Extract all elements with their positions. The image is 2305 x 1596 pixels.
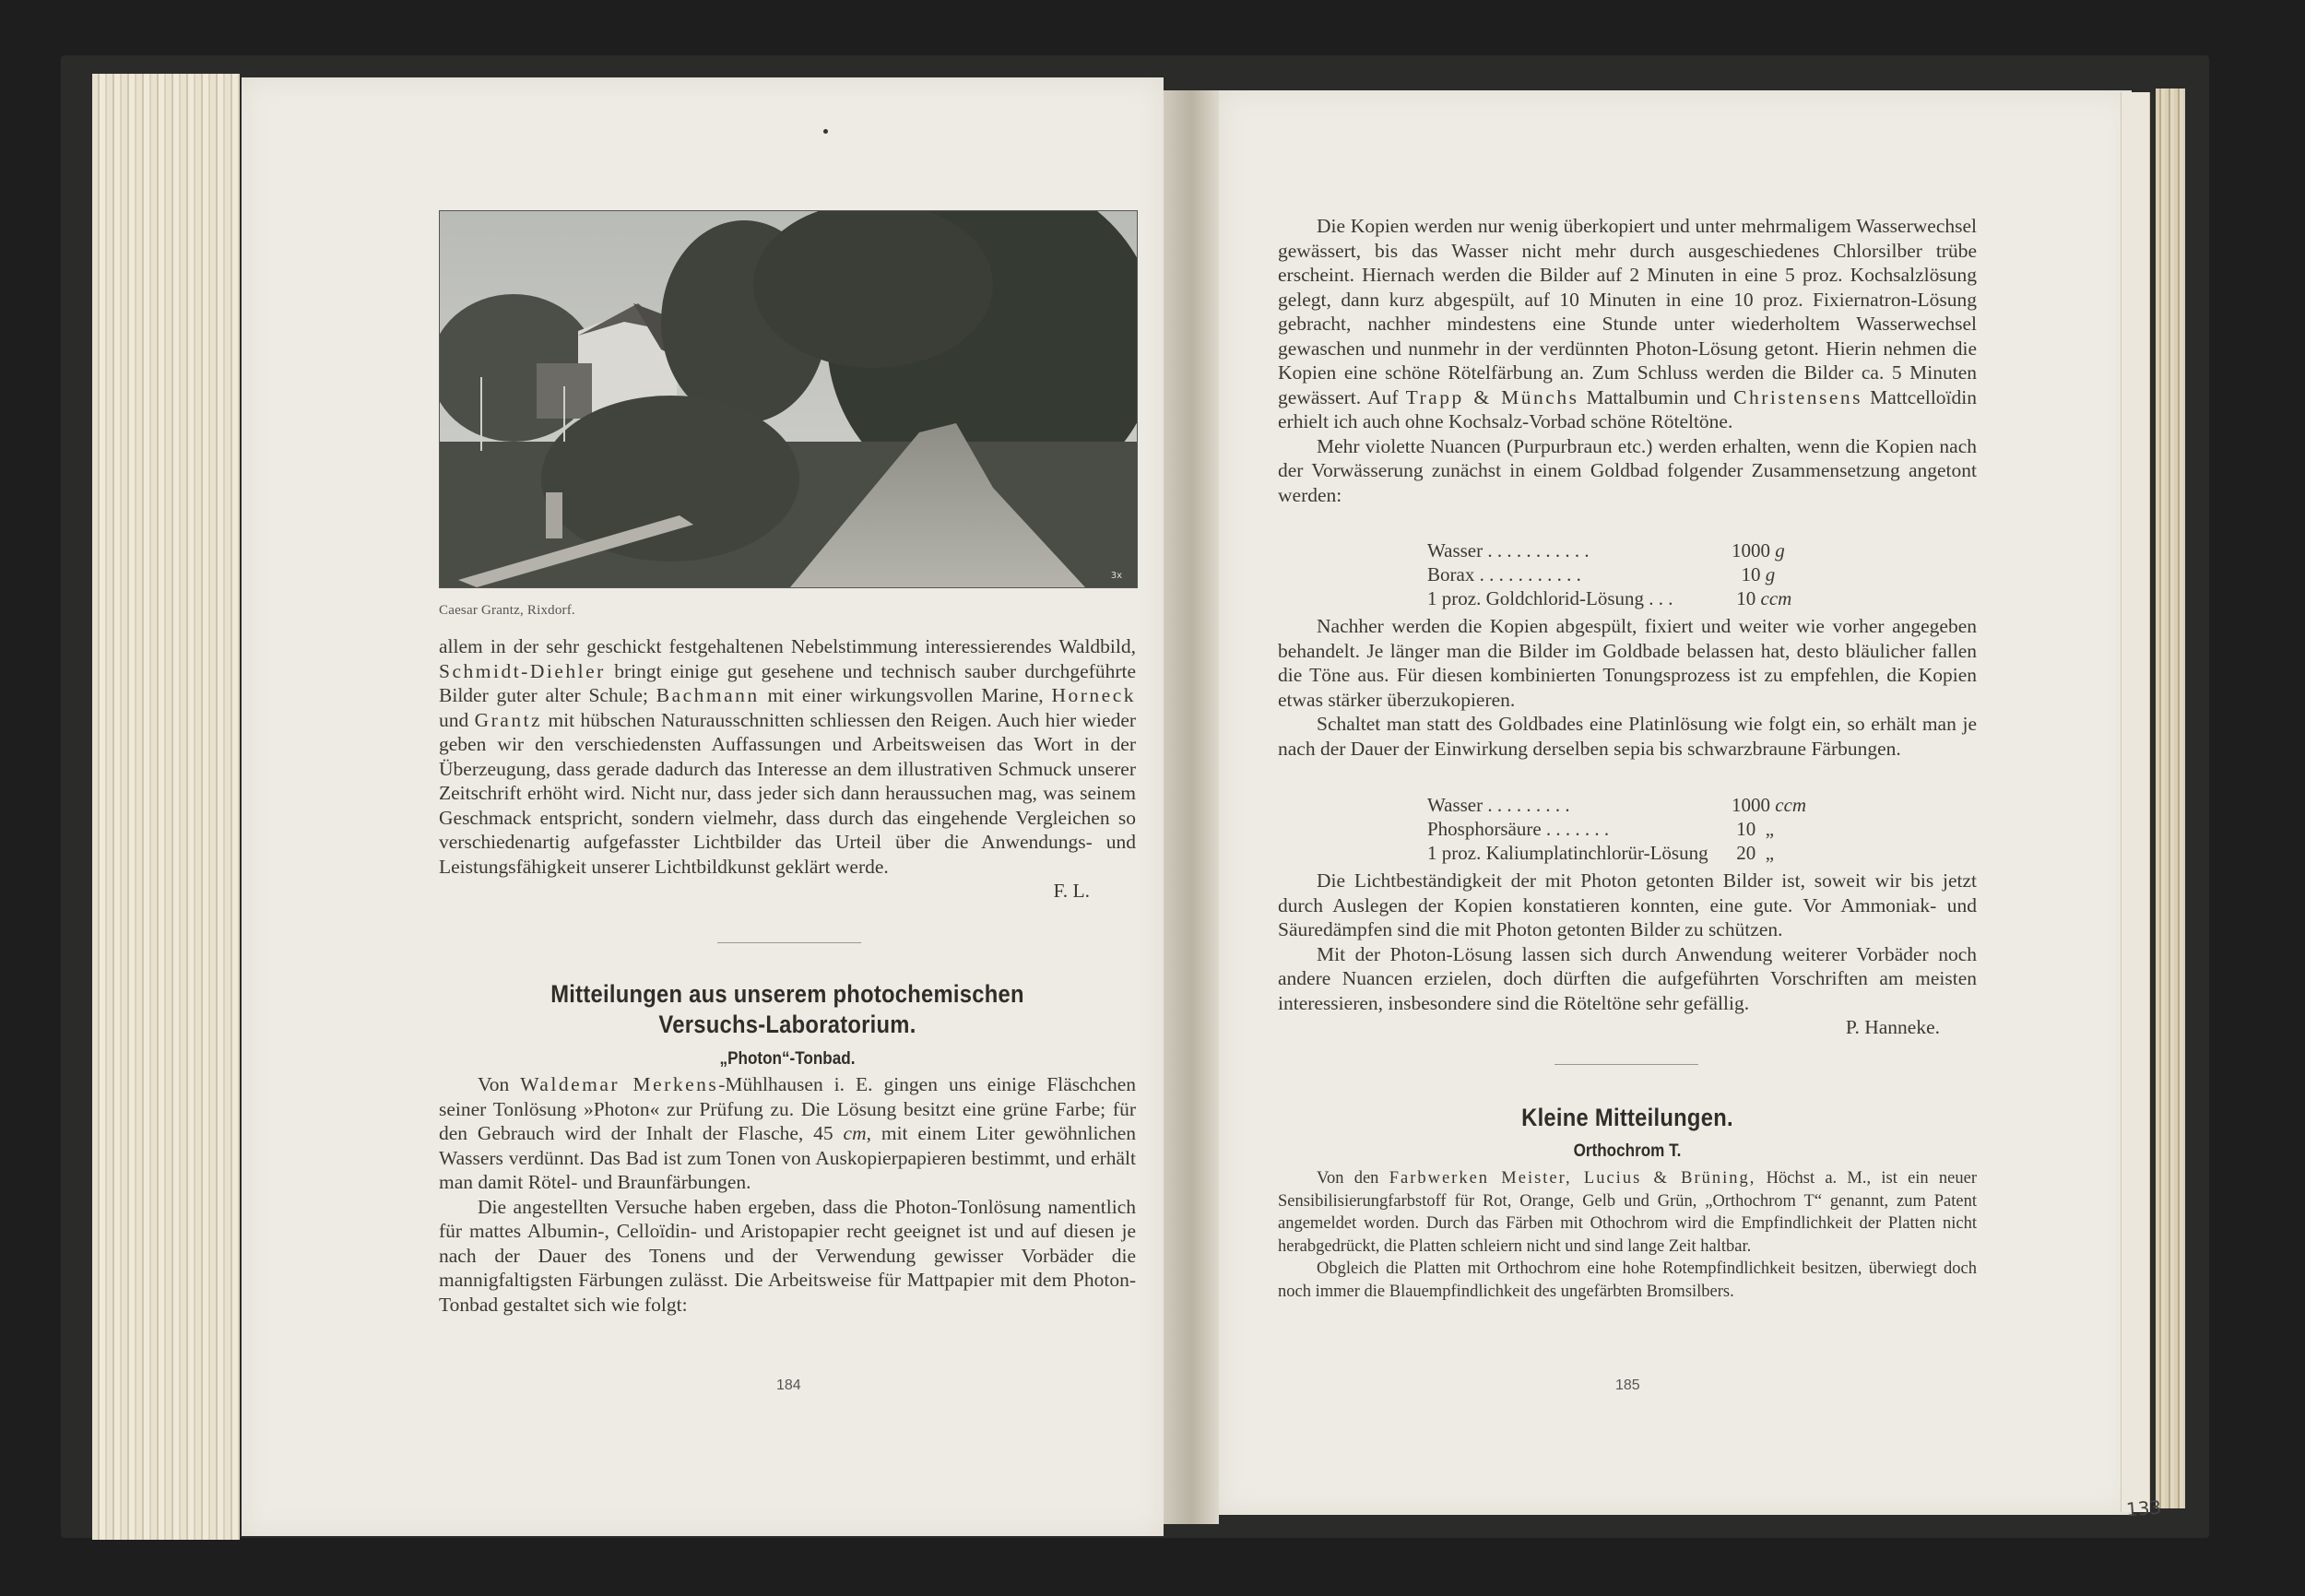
book-gutter bbox=[1164, 90, 1219, 1524]
page-block-left-edge bbox=[92, 74, 240, 1540]
photographer-name: Schmidt-Diehler bbox=[439, 659, 606, 682]
signature-hanneke: P. Hanneke. bbox=[1845, 1016, 1940, 1038]
brand-name: Christensens bbox=[1733, 385, 1863, 408]
section-divider bbox=[1554, 1064, 1698, 1065]
handwritten-folio-number: 133 bbox=[2125, 1496, 2162, 1521]
ingredient: 1 proz. Goldchlorid-Lösung . . . bbox=[1427, 587, 1673, 609]
recipe-row bbox=[1427, 841, 1833, 865]
ingredient: Borax . . . . . . . . . . . bbox=[1427, 563, 1581, 585]
text-segment: Höchst a. M., ist ein neuer Sensibilisierungfarbstoff für Rot, Orange, Gelb und Grün, „Orthochrom T“ genannt, zum Patent angemeldet worden. Durch das Färben mit Othochrom wird die Empfindlichkeit der Platten nicht herabgedrückt, die Platten schleiern nicht und sind lange Zeit haltbar. bbox=[1278, 1169, 1977, 1256]
ingredient: Wasser . . . . . . . . . . . bbox=[1427, 539, 1590, 562]
section-divider bbox=[717, 942, 861, 943]
text-segment: und bbox=[439, 708, 469, 731]
paragraph: Die Lichtbeständigkeit der mit Photon getonten Bilder ist, soweit wir bis jetzt durch Auslegen der Kopien konstatieren konnten, eine gute. Vor Ammoniak- und Säuredämpfen sind die mit Photon getonten Bilder zu schützen. bbox=[1278, 869, 1977, 940]
photo-corner-mark: 3x bbox=[1110, 571, 1122, 581]
quantity: 10 ccm bbox=[1736, 587, 1792, 609]
paragraph: Schaltet man statt des Goldbades eine Platinlösung wie folgt ein, so erhält man je nach der Dauer der Einwirkung derselben sepia bis schwarzbraune Färbungen. bbox=[1278, 713, 1977, 760]
text-segment: -Mühlhausen i. E. gingen uns einige Fläschchen seiner Tonlösung »Photon« zur Prüfung zu. Die Lösung besitzt eine grüne Farbe; für den Gebrauch wird der Inhalt der Flasche, 45 bbox=[439, 1073, 1136, 1144]
quantity: 1000 g bbox=[1732, 539, 1785, 562]
recipe-row bbox=[1427, 586, 1833, 610]
text-segment: allem in der sehr geschickt festgehaltenen Nebelstimmung interessierendes Waldbild, bbox=[439, 635, 1136, 657]
ingredient: 1 proz. Kaliumplatinchlorür-Lösung bbox=[1427, 842, 1708, 864]
gold-bath-notes bbox=[1278, 614, 1977, 761]
recipe-gold-bath bbox=[1427, 538, 1833, 610]
brand-name: Trapp & Münchs bbox=[1405, 385, 1579, 408]
paragraph: Die angestellten Versuche haben ergeben, dass die Photon-Tonlösung namentlich für mattes Albumin-, Celloïdin- und Aristopapier recht geeignet ist und auf diesen je nach der Dauer des Tonens und der Verwendung gewisser Vorbäder die mannigfaltigsten Färbungen zulässt. Die Arbeitsweise für Mattpapier mit dem Photon-Tonbad gestaltet sich wie folgt: bbox=[439, 1195, 1136, 1316]
section-title-kleine: Kleine Mitteilungen. bbox=[1521, 1104, 1733, 1131]
photograph-country-lane bbox=[439, 210, 1138, 588]
page-number-left: 184 bbox=[776, 1377, 801, 1393]
orthochrom-article bbox=[1278, 1167, 1977, 1303]
section-title bbox=[480, 979, 1093, 1040]
firm-name: Farbwerken Meister, Lucius & Brüning, bbox=[1389, 1169, 1756, 1188]
quantity: 1000 ccm bbox=[1732, 794, 1807, 816]
page-number-right: 185 bbox=[1615, 1377, 1640, 1393]
section-title-line1: Mitteilungen aus unserem photochemischen bbox=[550, 980, 1024, 1008]
quantity: 20 „ bbox=[1736, 842, 1775, 864]
section-title-line2: Versuchs-Laboratorium. bbox=[658, 1011, 916, 1038]
recipe-platinum-bath bbox=[1427, 793, 1833, 865]
photograph-country-lane-icon bbox=[440, 211, 1137, 587]
text-segment: Mattcelloïdin erhielt ich auch ohne Kochsalz-Vorbad schöne Röteltöne. bbox=[1278, 385, 1978, 432]
paragraph: Obgleich die Platten mit Orthochrom eine hohe Rotempfindlichkeit besitzen, überwiegt doch noch immer die Blauempfindlichkeit des ungefärbten Bromsilbers. bbox=[1278, 1259, 1977, 1301]
author-name: Waldemar Merkens bbox=[520, 1073, 719, 1095]
signature-fl: F. L. bbox=[1053, 880, 1090, 902]
paragraph: Nachher werden die Kopien abgespült, fixiert und weiter wie vorher angegeben behandelt. Je länger man die Bilder im Goldbade belassen hat, desto bläulicher fallen die Töne aus. Für diesen kombinierten Tonungsprozess ist zu empfehlen, die Kopien etwas stärker überzukopieren. bbox=[1278, 615, 1977, 711]
photographer-name: Horneck bbox=[1051, 684, 1136, 706]
text-segment: Die Kopien werden nur wenig überkopiert und unter mehrmaligem Wasserwechsel gewässert, bis das Wasser nicht mehr durch ausgeschiedenes Chlorsilber trübe erscheint. Hiernach werden die Bilder auf 2 Minuten in eine 5 proz. Kochsalzlösung gelegt, dann kurz abgespült, auf 10 Minuten in eine 10 proz. Fixiernatron-Lösung gebracht, nachher mindestens eine Stunde unter wiederholtem Wasserwechsel gewaschen und nunmehr in der verdünnten Photon-Lösung getont. Hierin nehmen die Kopien eine schöne Rötelfärbung an. Zum Schluss werden die Bilder ca. 5 Minuten gewässert. Auf bbox=[1278, 215, 1977, 408]
review-paragraph bbox=[439, 634, 1136, 904]
text-segment: , mit einem Liter gewöhnlichen Wassers verdünnt. Das Bad ist zum Tonen von Auskopierpapieren bestimmt, und erhält man damit Rötel- und Braunfärbungen. bbox=[439, 1122, 1137, 1193]
recipe-row bbox=[1427, 817, 1833, 841]
recipe-row bbox=[1427, 793, 1833, 817]
right-page-fore-edge bbox=[2121, 92, 2150, 1512]
photographer-name: Grantz bbox=[474, 708, 543, 731]
lightfastness-notes bbox=[1278, 869, 1977, 1040]
unit: cm bbox=[843, 1122, 867, 1144]
section-subtitle: „Photon“-Tonbad. bbox=[719, 1049, 856, 1069]
text-segment: mit einer wirkungsvollen Marine, bbox=[767, 684, 1044, 706]
paragraph: Mit der Photon-Lösung lassen sich durch Anwendung weiterer Vorbäder noch andere Nuancen erzielen, doch dürften die aufgeführten Vorschriften am meisten interessieren, insbesondere sind die Röteltöne sehr gefällig. bbox=[1278, 942, 1977, 1014]
text-segment: mit hübschen Naturausschnitten schliessen den Reigen. Auch hier wieder geben wir den verschiedensten Auffassungen und Arbeitsweisen das Wort in der Überzeugung, dass gerade dadurch das Interesse an dem illustrativen Schmuck unserer Zeitschrift erhöht wird. Nicht nur, dass jeder sich dann heraussuchen mag, was seinem Geschmack entspricht, sondern vielmehr, dass durch das eingehende Vergleichen so verschiedenartig aufgefasster Lichtbilder das Urteil über die Anwendungs- und Leistungsfähigkeit unserer Lichtbildkunst geklärt werde. bbox=[439, 708, 1137, 878]
recipe-row bbox=[1427, 562, 1833, 586]
page-block-right-edge bbox=[2156, 89, 2185, 1508]
photo-caption: Caesar Grantz, Rixdorf. bbox=[439, 603, 575, 618]
text-segment: bringt einige gut gesehene und technisch sauber durchgeführte Bilder guter alter Schule; bbox=[439, 659, 1137, 706]
photon-article bbox=[439, 1072, 1136, 1317]
text-segment: Mattalbumin und bbox=[1586, 385, 1727, 408]
ingredient: Phosphorsäure . . . . . . . bbox=[1427, 818, 1610, 840]
quantity: 10 „ bbox=[1736, 818, 1775, 840]
photon-article-continued bbox=[1278, 214, 1977, 507]
quantity: 10 g bbox=[1741, 563, 1776, 585]
section-subtitle-orthochrom: Orthochrom T. bbox=[1573, 1141, 1682, 1161]
print-dot bbox=[823, 129, 828, 134]
paragraph: Mehr violette Nuancen (Purpurbraun etc.) werden erhalten, wenn die Kopien nach der Vorwässerung zunächst in einem Goldbad folgender Zusammensetzung angetont werden: bbox=[1278, 434, 1977, 506]
photographer-name: Bachmann bbox=[656, 684, 760, 706]
recipe-row bbox=[1427, 538, 1833, 562]
text-segment: Von den bbox=[1317, 1169, 1379, 1188]
text-segment: Von bbox=[478, 1073, 510, 1095]
ingredient: Wasser . . . . . . . . . bbox=[1427, 794, 1570, 816]
